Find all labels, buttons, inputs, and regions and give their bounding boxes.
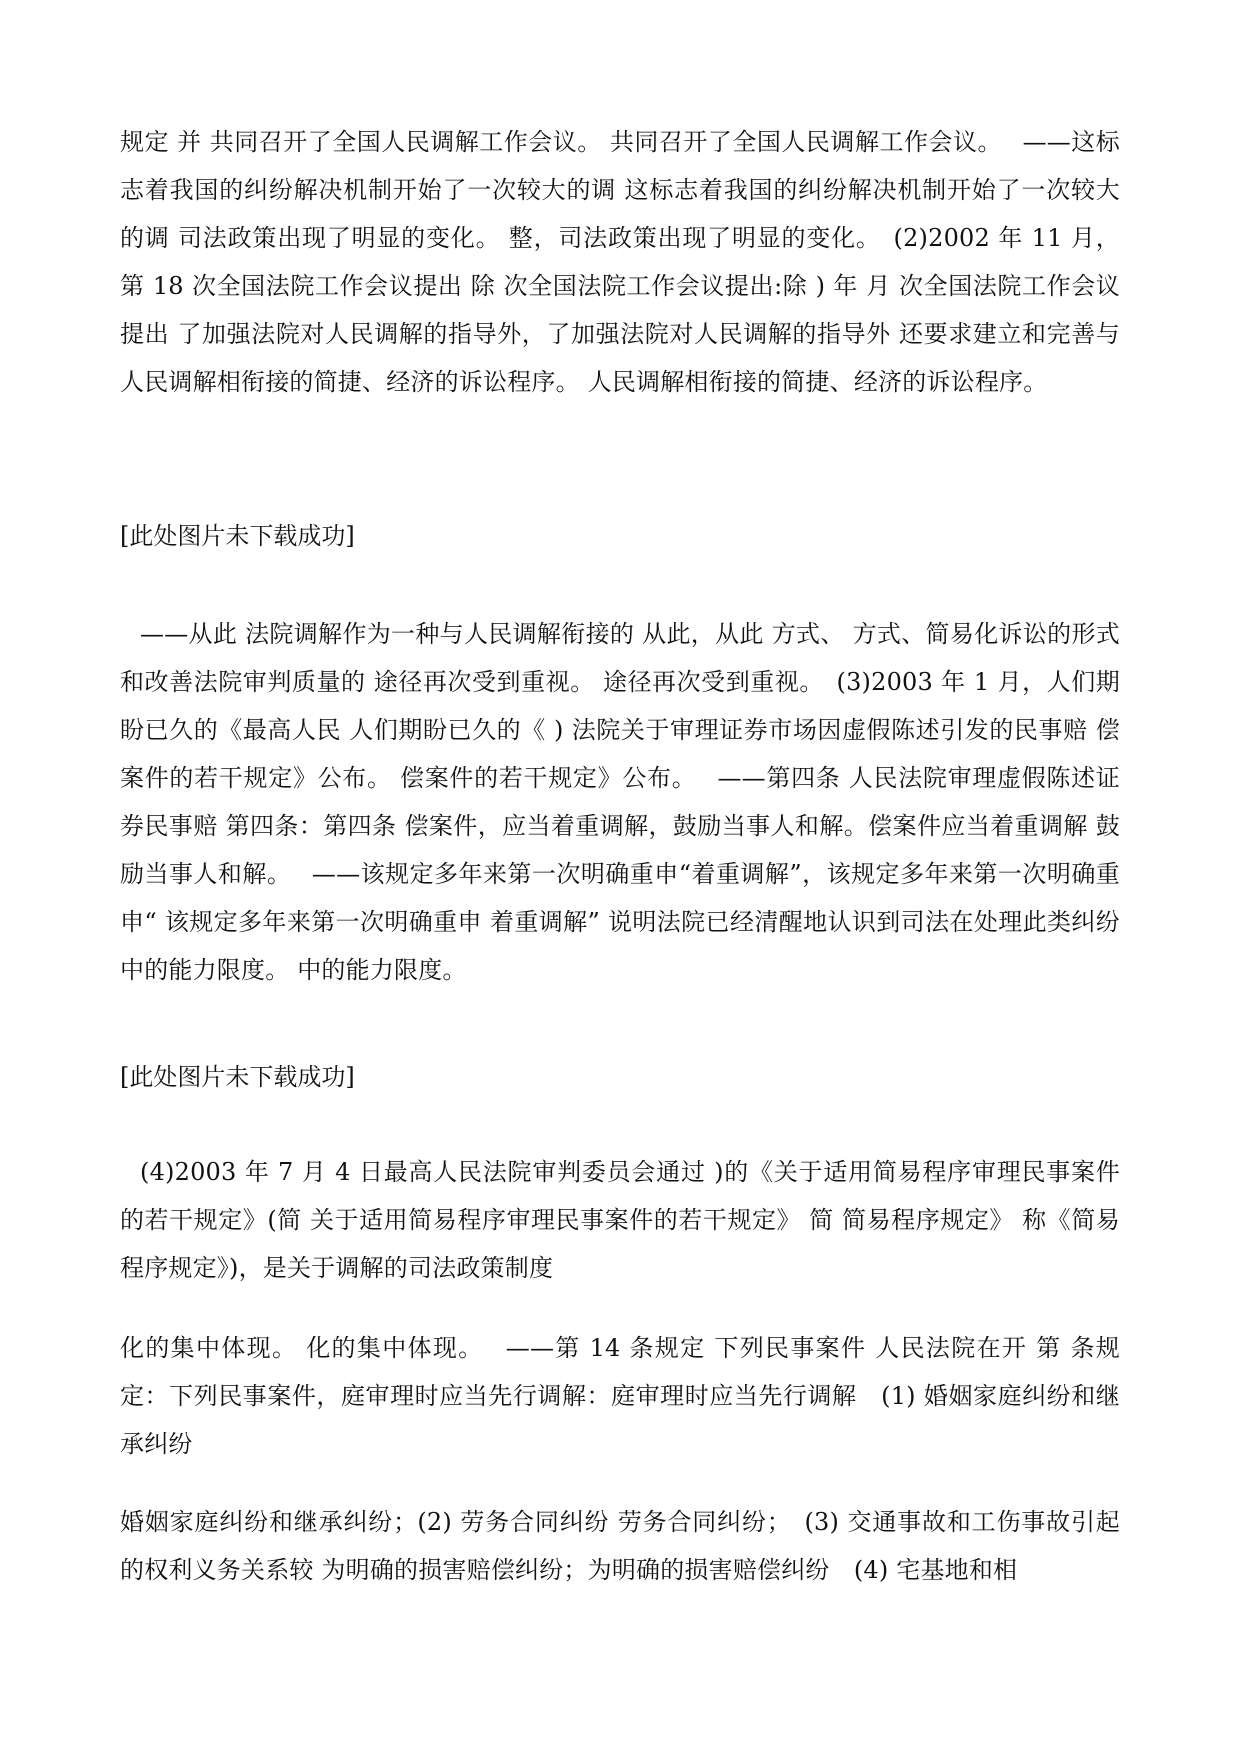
paragraph-3: (4)2003 年 7 月 4 日最高人民法院审判委员会通过 )的《关于适用简易程序审理民事案件的若干规定》(简 关于适用简易程序审理民事案件的若干规定》 简 简易程序规定》 称《简易程序规定》)，是关于调解的司法政策制度	[120, 1158, 1120, 1282]
paragraph-2: ——从此 法院调解作为一种与人民调解衔接的 从此，从此 方式、 方式、简易化诉讼的形式和改善法院审判质量的 途径再次受到重视。 途径再次受到重视。 (3)2003 年 1 月，人们期盼已久的《最高人民 人们期盼已久的《 ) 法院关于审理证券市场因虚假陈述引发的民事赔 偿案件的若干规定》公布。 偿案件的若干规定》公布。 ——第四条 人民法院审理虚假陈述证券民事赔 第四条：第四条 偿案件，应当着重调解，鼓励当事人和解。偿案件应当着重调解 鼓励当事人和解。 ——该规定多年来第一次明确重申“着重调解”，该规定多年来第一次明确重申“ 该规定多年来第一次明确重申 着重调解” 说明法院已经清醒地认识到司法在处理此类纠纷 中的能力限度。 中的能力限度。	[120, 620, 1120, 984]
paragraph-5: 婚姻家庭纠纷和继承纠纷；(2) 劳务合同纠纷 劳务合同纠纷； (3) 交通事故和工伤事故引起的权利义务关系较 为明确的损害赔偿纠纷；为明确的损害赔偿纠纷 (4) 宅基地和相	[120, 1508, 1120, 1584]
paragraph-1: 规定 并 共同召开了全国人民调解工作会议。 共同召开了全国人民调解工作会议。 ——这标志着我国的纠纷解决机制开始了一次较大的调 这标志着我国的纠纷解决机制开始了一次较大的调 司法政策出现了明显的变化。 整，司法政策出现了明显的变化。 (2)2002 年 11 月，第 18 次全国法院工作会议提出 除 次全国法院工作会议提出:除 ) 年 月 次全国法院工作会议提出 了加强法院对人民调解的指导外，了加强法院对人民调解的指导外 还要求建立和完善与 人民调解相衔接的简捷、经济的诉讼程序。 人民调解相衔接的简捷、经济的诉讼程序。	[120, 128, 1120, 396]
image-placeholder-1: [此处图片未下载成功]	[120, 522, 355, 550]
image-placeholder-2: [此处图片未下载成功]	[120, 1063, 355, 1091]
paragraph-4: 化的集中体现。 化的集中体现。 ——第 14 条规定 下列民事案件 人民法院在开 第 条规定：下列民事案件，庭审理时应当先行调解：庭审理时应当先行调解 (1) 婚姻家庭纠纷和继承纠纷	[120, 1334, 1120, 1458]
